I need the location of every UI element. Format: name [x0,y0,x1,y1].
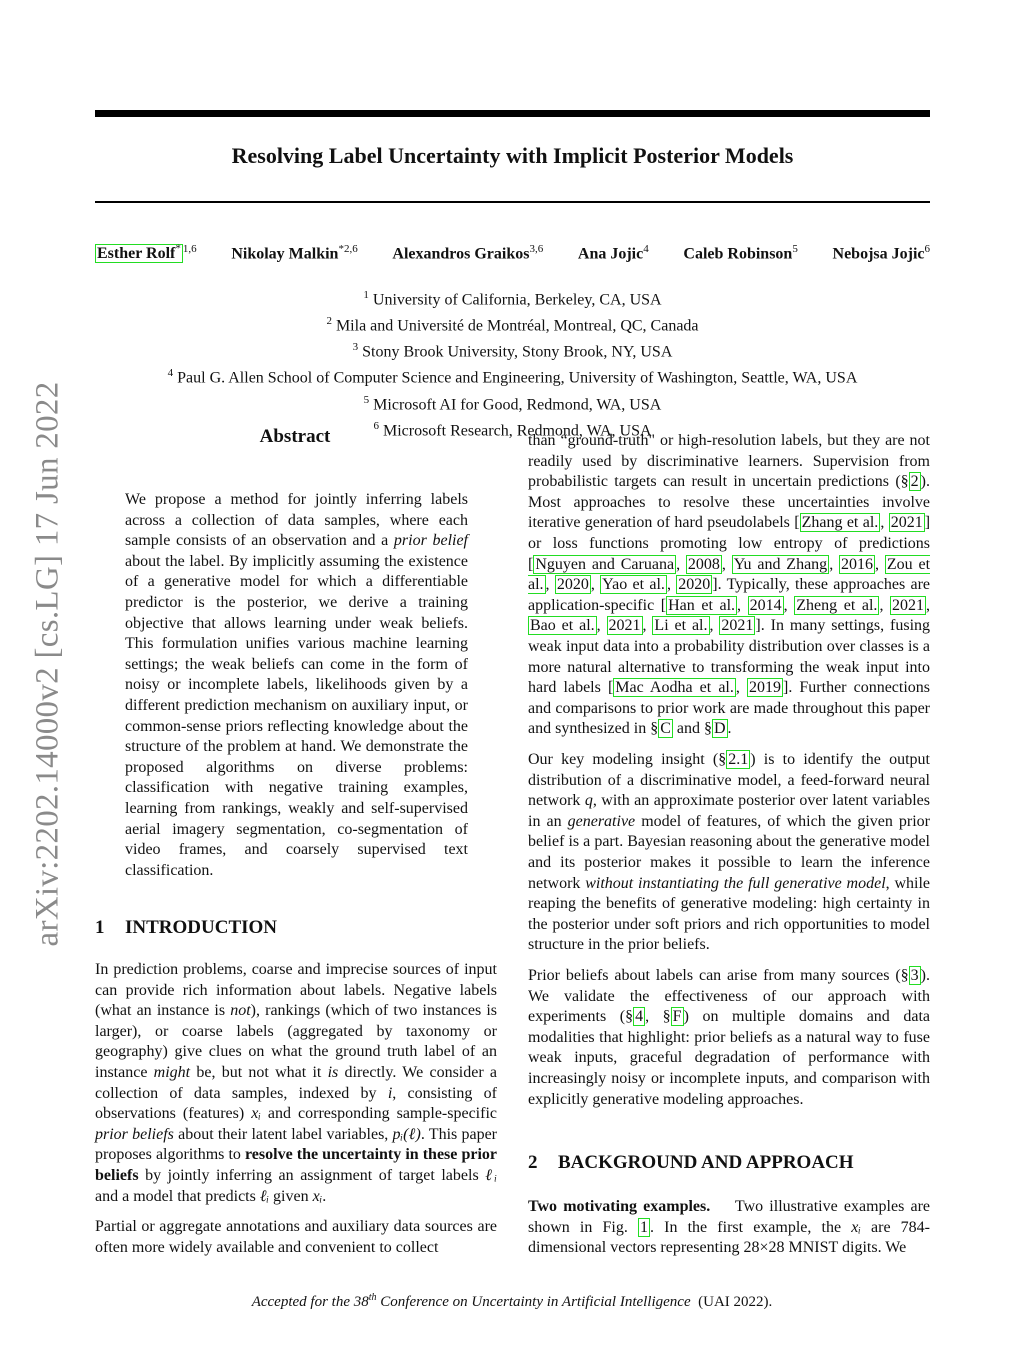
title-rule [95,201,930,203]
citation-link[interactable]: 2021 [608,617,641,635]
citation-link[interactable]: 2019 [748,679,781,697]
author-list [95,243,930,263]
paragraph: In prediction problems, coarse and imprecise sources of input can provide rich information about labels. Negative labels (what an instance is not), rankings (which of two instances is larger), or coarse labels (aggregated by taxonomy or geography) give clues on what the ground truth label of an instance might be, but not what it is directly. We consider a collection of data samples, indexed by i, consisting of observations (features) xᵢ and corresponding sample-specific prior beliefs about their latent label variables, pᵢ(ℓ). This paper proposes algorithms to resolve the uncertainty in these prior beliefs by jointly inferring an assignment of target labels ℓᵢ and a model that predicts ℓᵢ given xᵢ. [95,961,498,1205]
paragraph: Partial or aggregate annotations and auxiliary data sources are often more widely available and convenient to collect [95,1218,497,1256]
section-link[interactable]: F [672,1008,682,1026]
citation-link[interactable]: 2008 [687,555,720,573]
citation-link[interactable]: Yao et al. [602,576,665,594]
arxiv-stamp: arXiv:2202.14000v2 [cs.LG] 17 Jun 2022 [29,381,66,947]
prior-beliefs-paragraph [528,966,930,1110]
citation-link[interactable]: 2021 [892,596,925,614]
paragraph: than “ground-truth" or high-resolution labels, but they are not readily used by discriminative learners. Supervision from probabilistic targets can result in uncertain predictions (§ 2 ). Most approaches to resolve these uncertainties involve iterative generation of hard pseudolabels [ Zhang et al. , 2021 ] or loss functions promoting low entropy of predictions [ Nguyen and Caruana , 2008 , Yu and Zhang , 2016 , Zou et al. , 2020 , Yao et al. , 2020 ]. Typically, these approaches are application-specific [ Han et al. , 2014 , Zheng et al. , 2021 , Bao et al. , 2021 , Li et al. , 2021 ]. In many settings, fusing weak input data into a probability distribution over classes is a more natural alternative to transforming the weak input into hard labels [ Mac Aodha et al. , 2019 ]. Further connections and comparisons to prior work are made throughout this paper and synthesized in § C and § D . [528,432,931,738]
citation-link[interactable]: 2016 [841,555,874,573]
paragraph: Prior beliefs about labels can arise from many sources (§ 3 ). We validate the effectiveness of our approach with experiments (§ 4 , § F ) on multiple domains and data modalities that highlight: prior beliefs as a natural way to fuse weak inputs, graceful degradation of performance with increasingly noisy or incomplete inputs, and comparison with explicitly generative modeling approaches. [528,967,930,1108]
citation-link[interactable]: Li et al. [654,617,708,635]
author: Caleb Robinson$^5$ [683,243,798,263]
affiliation: $^4$ Paul G. Allen School of Computer Science and Engineering, University of Washington, Seattle, WA, USA [167,367,858,387]
section-heading: 1 INTRODUCTION [95,917,278,938]
affiliation-list [95,285,930,442]
author: Alexandros Graikos$^{3,6}$ [392,243,544,263]
citation-link[interactable]: 2021 [721,617,754,635]
section-link[interactable]: 2 [910,473,919,491]
affiliation: $^5$ Microsoft AI for Good, Redmond, WA, USA [363,393,662,413]
citation-link[interactable]: 2021 [890,514,923,532]
citation-link[interactable]: Yu and Zhang [733,555,828,573]
paper-title: Resolving Label Uncertainty with Implicit Posterior Models [231,143,794,168]
citation-link[interactable]: Mac Aodha et al. [615,679,734,697]
abstract-body: We propose a method for jointly inferring labels across a collection of data samples, where each sample consists of an observation and a prior belief about the label. By implicitly assuming the existence of a generative model for which a differentiable predictor is the posterior, we derive a training objective that allows learning under weak beliefs. This formulation unifies various machine learning settings; the weak beliefs can come in the form of noisy or incomplete labels, likelihoods given by a different prediction mechanism on auxiliary input, or common-sense priors reflecting knowledge about the structure of the problem at hand. We demonstrate the proposed algorithms on diverse problems: classification with negative training examples, learning from rankings, weakly and self-supervised aerial imagery segmentation, co-segmentation of video frames, and coarsely supervised text classification. [125,491,469,879]
intro-continued [528,431,930,740]
section-link[interactable]: 2.1 [728,751,749,768]
citation-link[interactable]: 2020 [556,576,589,594]
citation-link[interactable]: Bao et al. [530,617,595,635]
affiliation: $^2$ Mila and Université de Montréal, Montreal, QC, Canada [326,315,699,335]
top-rule [95,110,930,117]
section-link[interactable]: C [660,720,671,738]
author: Ana Jojic$^4$ [577,243,649,263]
citation-link[interactable]: Zou et al. [528,555,931,594]
author: Nikolay Malkin$^{*2,6}$ [231,243,358,263]
background-body [528,1197,930,1259]
section-heading: 2 BACKGROUND AND APPROACH [528,1152,854,1173]
figure-link[interactable]: 1 [640,1218,648,1236]
citation-link[interactable]: 2014 [749,596,782,614]
paragraph: Two motivating examples. Two illustrative examples are shown in Fig. 1 . In the first example, the xᵢ are 784-dimensional vectors representing 28×28 MNIST digits. We [528,1198,931,1257]
affiliation: $^1$ University of California, Berkeley, CA, USA [363,289,662,309]
section-link[interactable]: 3 [910,967,919,984]
section-link[interactable]: 4 [635,1008,644,1026]
modeling-insight [528,750,930,956]
citation-link[interactable]: Zheng et al. [796,596,878,614]
citation-link[interactable]: Nguyen and Caruana [535,555,675,573]
author: Nebojsa Jojic$^6$ [832,243,930,263]
citation-link[interactable]: 2020 [678,576,711,594]
section-link[interactable]: D [713,720,726,738]
abstract-heading: Abstract [259,426,331,447]
conference-footer: Accepted for the 38th Conference on Uncertainty in Artificial Intelligence (UAI 2022). [251,1292,773,1310]
author[interactable]: Esther Rolf* $^{1,6}$ [97,243,197,263]
paragraph: Our key modeling insight (§ 2.1 ) is to identify the output distribution of a discriminative model, a feed-forward neural network q, with an approximate posterior over latent variables in an generative model of features, of which the given prior belief is a part. Bayesian reasoning about the generative model and its posterior makes it possible to learn the inference network without instantiating the full generative model, while reaping the benefits of generative modeling: high certainty in the posterior under soft priors and rich opportunities to model structure in the prior beliefs. [528,751,931,954]
citation-link[interactable]: Zhang et al. [801,514,879,532]
intro-body [95,960,497,1258]
citation-link[interactable]: Han et al. [668,596,736,614]
affiliation: $^3$ Stony Brook University, Stony Brook, NY, USA [352,341,673,361]
affiliation: $^6$ Microsoft Research, Redmond, WA, USA [373,419,652,439]
